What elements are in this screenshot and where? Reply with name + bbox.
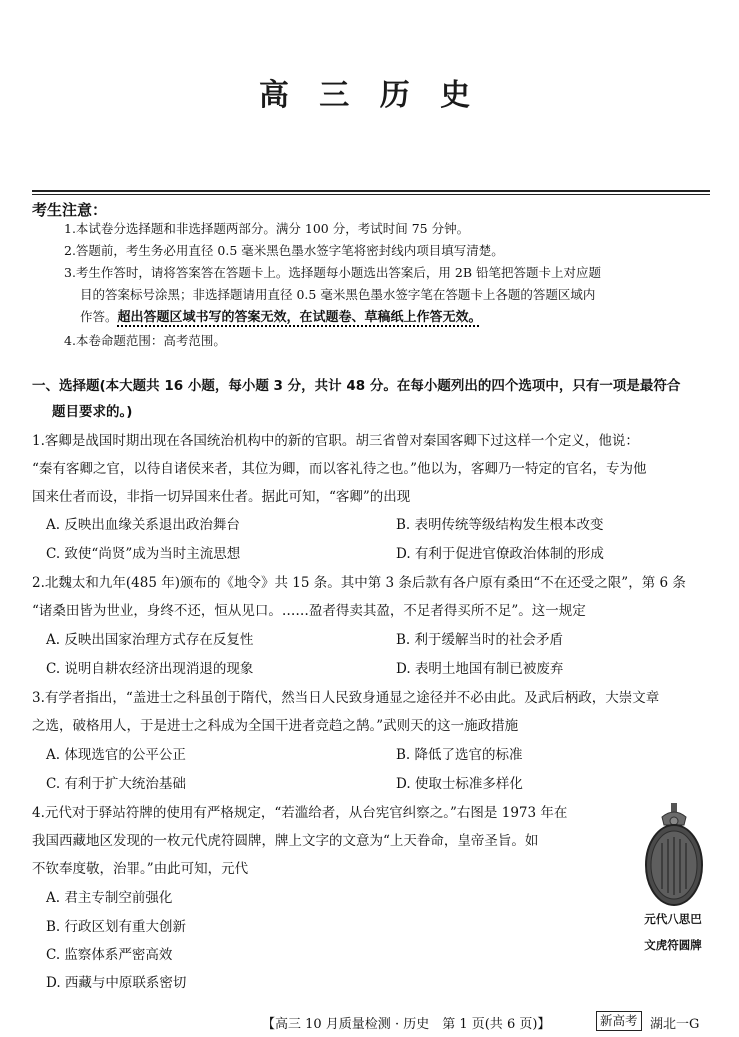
figure-caption-line-2: 文虎符圆牌 — [644, 938, 702, 952]
q3-option-d[interactable]: D. 使取士标准多样化 — [396, 776, 523, 792]
q2-stem-line-2: “诸桑田皆为世业，身终不还，恒从见口。……盈者得卖其盈，不足者得买所不足”。这一规定 — [32, 603, 586, 619]
tiger-tally-medallion-image — [644, 803, 704, 907]
q1-option-b[interactable]: B. 表明传统等级结构发生根本改变 — [396, 517, 604, 533]
notice-line-2: 2.答题前，考生务必用直径 0.5 毫米黑色墨水签字笔将密封线内项目填写清楚。 — [64, 243, 504, 258]
notice-heading: 考生注意： — [32, 201, 108, 219]
q1-option-a[interactable]: A. 反映出血缘关系退出政治舞台 — [46, 517, 240, 533]
notice-line-1: 1.本试卷分选择题和非选择题两部分。满分 100 分，考试时间 75 分钟。 — [64, 221, 470, 236]
q4-stem-line-1: 4.元代对于驿站符牌的使用有严格规定，“若滥给者，从台宪官纠察之。”右图是 1973 年在 — [32, 805, 568, 821]
q4-option-a[interactable]: A. 君主专制空前强化 — [46, 890, 173, 906]
q1-option-c[interactable]: C. 致使“尚贤”成为当时主流思想 — [46, 546, 241, 562]
q1-stem-line-1: 1.客卿是战国时期出现在各国统治机构中的新的官职。胡三省曾对秦国客卿下过这样一个定义，他说： — [32, 433, 639, 449]
q1-stem-line-3: 国来仕者而设，非指一切异国来仕者。据此可知，“客卿”的出现 — [32, 489, 411, 505]
q1-option-d[interactable]: D. 有利于促进官僚政治体制的形成 — [396, 546, 604, 562]
q2-stem-line-1: 2.北魏太和九年(485 年)颁布的《地令》共 15 条。其中第 3 条后款有各户原有桑田“不在还受之限”，第 6 条 — [32, 575, 686, 591]
page-footer: 【高三 10 月质量检测 · 历史 第 1 页(共 6 页)】 — [262, 1017, 551, 1032]
header-rule-thin — [32, 194, 710, 195]
region-code: 湖北一G — [650, 1017, 700, 1032]
q3-stem-line-1: 3.有学者指出，“盖进士之科虽创于隋代，然当日人民致身通显之途径并不必由此。及武后柄政，大崇文章 — [32, 690, 660, 706]
page-title: 高 三 历 史 — [258, 78, 481, 113]
section-heading-cont: 题目要求的。) — [52, 404, 133, 420]
q3-option-a[interactable]: A. 体现选官的公平公正 — [46, 747, 186, 763]
q4-stem-line-2: 我国西藏地区发现的一枚元代虎符圆牌，牌上文字的文意为“上天眷命，皇帝圣旨。如 — [32, 833, 539, 849]
q2-option-b[interactable]: B. 利于缓解当时的社会矛盾 — [396, 632, 564, 648]
q2-option-c[interactable]: C. 说明自耕农经济出现消退的现象 — [46, 661, 254, 677]
q4-option-b[interactable]: B. 行政区划有重大创新 — [46, 919, 187, 935]
figure-caption-line-1: 元代八思巴 — [644, 912, 702, 926]
notice-line-3: 3.考生作答时，请将答案答在答题卡上。选择题每小题选出答案后，用 2B 铅笔把答题卡上对应题 — [64, 265, 602, 280]
notice-line-3-end-text: 作答。 — [80, 309, 118, 324]
notice-line-4: 4.本卷命题范围：高考范围。 — [64, 333, 226, 348]
q3-option-b[interactable]: B. 降低了选官的标准 — [396, 747, 523, 763]
q4-option-c[interactable]: C. 监察体系严密高效 — [46, 947, 173, 963]
exam-type-badge: 新高考 — [596, 1011, 642, 1031]
q2-option-a[interactable]: A. 反映出国家治理方式存在反复性 — [46, 632, 254, 648]
q4-stem-line-3: 不钦奉度敬，治罪。”由此可知，元代 — [32, 861, 249, 877]
q4-option-d[interactable]: D. 西藏与中原联系密切 — [46, 975, 187, 991]
notice-line-3-end — [80, 307, 482, 328]
q1-stem-line-2: “秦有客卿之官，以待自诸侯来者，其位为卿，而以客礼待之也。”他以为，客卿乃一特定的官名，专为他 — [32, 461, 647, 477]
notice-line-3-cont: 目的答案标号涂黑；非选择题请用直径 0.5 毫米黑色墨水签字笔在答题卡上各题的答题区域内 — [80, 287, 596, 302]
q2-option-d[interactable]: D. 表明土地国有制已被废弃 — [396, 661, 564, 677]
q3-option-c[interactable]: C. 有利于扩大统治基础 — [46, 776, 186, 792]
header-rule-thick — [32, 190, 710, 192]
section-heading: 一、选择题(本大题共 16 小题，每小题 3 分，共计 48 分。在每小题列出的四个选项中，只有一项是最符合 — [32, 378, 681, 394]
q3-stem-line-2: 之选，破格用人，于是进士之科成为全国干进者竞趋之鹄。”武则天的这一施政措施 — [32, 718, 519, 734]
notice-emphasis: 超出答题区域书写的答案无效，在试题卷、草稿纸上作答无效。 — [117, 310, 482, 325]
